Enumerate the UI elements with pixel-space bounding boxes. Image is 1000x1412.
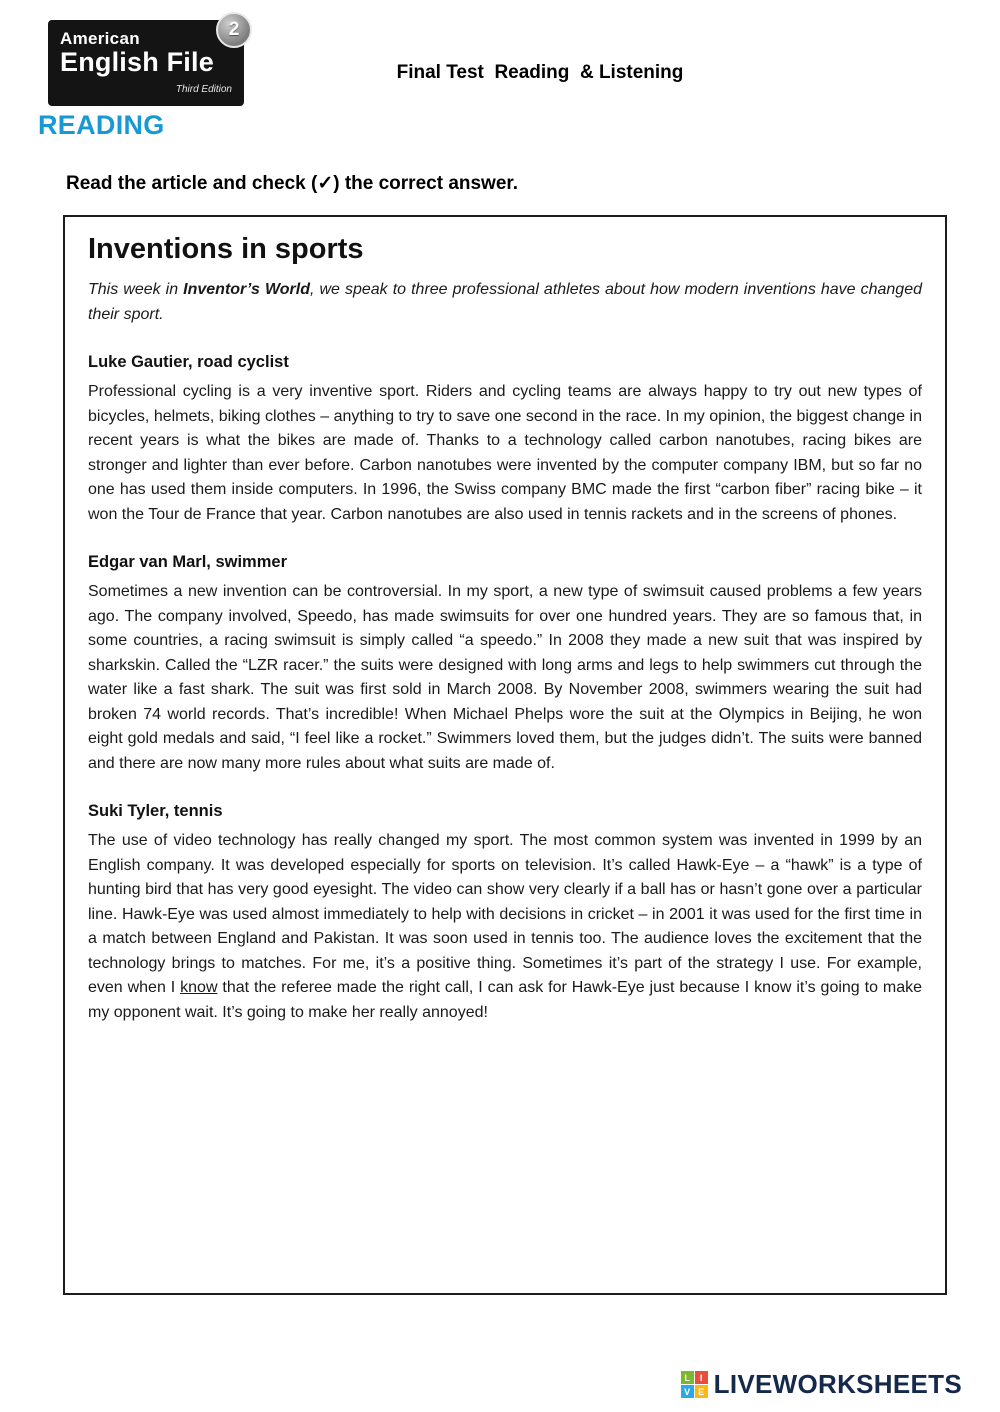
liveworksheets-footer[interactable] [681, 1369, 962, 1400]
logo-line2: English File [60, 47, 214, 77]
intro-text-before: This week in [88, 281, 184, 298]
reading-instruction: Read the article and check (✓) the correct answer. [66, 173, 519, 194]
section-body-cyclist: Professional cycling is a very inventive sport. Riders and cycling teams are always happy to try out new types of bicycles, helmets, biking clothes – anything to try to save one second in the race. In my opinion, the biggest change in recent years is what the bikes are made of. Thanks to a technology called carbon nanotubes, racing bikes are stronger and lighter than ever before. Carbon nanotubes were invented by the computer company IBM, but so far no one has used them inside computers. In 1996, the Swiss company BMC made the first “carbon fiber” racing bike – it won the Tour de France that year. Carbon nanotubes are also used in tennis rackets and in the screens of phones. [88, 383, 922, 523]
section-heading-swimmer: Edgar van Marl, swimmer [88, 553, 287, 571]
section-heading-cyclist: Luke Gautier, road cyclist [88, 353, 289, 371]
logo-square-i: I [695, 1371, 708, 1384]
test-title: Final Test Reading & Listening [396, 62, 684, 83]
tennis-underlined-word: know [180, 979, 218, 996]
section-body-swimmer: Sometimes a new invention can be controversial. In my sport, a new type of swimsuit caused problems a few years ago. The company involved, Speedo, has made swimsuits for over one hundred years. They are so famous that, in some countries, a racing swimsuit is simply called “a speedo.” In 2008 they made a new suit that was inspired by sharkskin. Called the “LZR racer.” the suits were designed with long arms and legs to help swimmers cut through the water like a fast shark. The suit was first sold in March 2008. By November 2008, swimmers wearing the suit had broken 74 world records. That’s incredible! When Michael Phelps wore the suit at the Olympics in Beijing, he won eight gold medals and said, “I feel like a rocket.” Swimmers loved them, but the judges didn’t. The suits were banned and there are now many more rules about what suits are made of. [88, 583, 922, 772]
intro-magazine-name: Inventor’s World [183, 281, 310, 298]
logo-square-e: E [695, 1385, 708, 1398]
liveworksheets-brand-text: LIVEWORKSHEETS [713, 1369, 962, 1399]
logo-edition: Third Edition [175, 84, 232, 95]
logo-line1: American [60, 29, 140, 48]
logo-square-l: L [681, 1371, 694, 1384]
section-body-tennis [88, 829, 922, 1025]
article-box [63, 215, 947, 1295]
section-heading-tennis: Suki Tyler, tennis [88, 802, 223, 820]
article-title: Inventions in sports [88, 233, 364, 265]
tennis-text-before: The use of video technology has really changed my sport. The most common system was invented in 1999 by an English company. It was developed especially for sports on television. It’s called Hawk-Eye – a “hawk” is a type of hunting bird that has very good eyesight. The video can show very clearly if a ball has or hasn’t gone over a particular line. Hawk-Eye was used almost immediately to help with decisions in cricket – in 2001 it was used for the first time in a match between England and Pakistan. It was soon used in tennis too. The audience loves the excitement that the technology brings to matches. For me, it’s a positive thing. Sometimes it’s part of the strategy I use. For example, even when I [88, 832, 922, 996]
tennis-text-after: that the referee made the right call, I can ask for Hawk-Eye just because I know it’s going to make my opponent wait. It’s going to make her really annoyed! [88, 979, 922, 1021]
article-intro [88, 278, 922, 327]
logo-level-badge: 2 [216, 12, 252, 48]
logo-square-v: V [681, 1385, 694, 1398]
liveworksheets-logo-icon [681, 1371, 708, 1398]
reading-section-label: READING [38, 110, 165, 140]
intro-text-after: , we speak to three professional athletes about how modern inventions have changed their sport. [88, 281, 922, 323]
